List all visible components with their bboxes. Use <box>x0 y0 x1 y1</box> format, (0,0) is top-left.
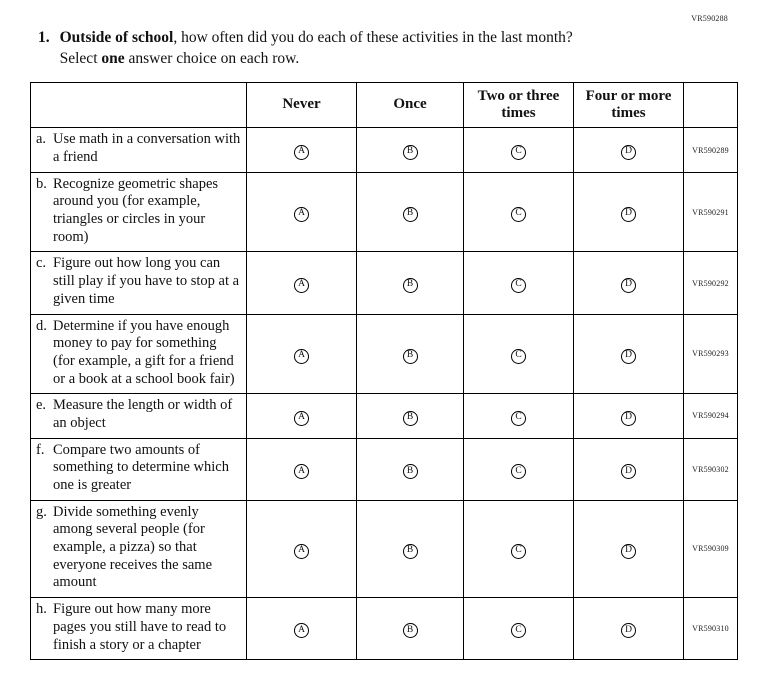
header-row <box>31 82 738 128</box>
cell-two-or-three <box>464 598 574 660</box>
cell-once <box>357 394 464 438</box>
cell-four-or-more <box>574 500 684 597</box>
question-line2-bold: one <box>101 49 125 67</box>
row-code: VR590310 <box>684 598 738 660</box>
header-code-blank <box>684 82 738 128</box>
cell-two-or-three <box>464 172 574 252</box>
cell-four-or-more <box>574 438 684 500</box>
item-cell <box>31 438 247 500</box>
item-cell <box>31 128 247 172</box>
row-letter: a. <box>36 131 47 148</box>
cell-two-or-three <box>464 394 574 438</box>
row-text: Divide something evenly among several people (for example, a pizza) so that everyone receives the same amount <box>53 503 213 591</box>
table-row <box>31 394 738 438</box>
answer-bubble-never[interactable]: A <box>294 349 309 364</box>
activities-table <box>30 82 738 660</box>
cell-once <box>357 500 464 597</box>
item-cell <box>31 252 247 314</box>
answer-bubble-never[interactable]: A <box>294 544 309 559</box>
table-row <box>31 438 738 500</box>
cell-once <box>357 128 464 172</box>
answer-bubble-once[interactable]: B <box>403 349 418 364</box>
answer-bubble-once[interactable]: B <box>403 464 418 479</box>
row-text: Measure the length or width of an object <box>53 397 233 431</box>
cell-never <box>247 314 357 394</box>
answer-bubble-never[interactable]: A <box>294 145 309 160</box>
cell-two-or-three <box>464 500 574 597</box>
answer-bubble-two-or-three[interactable]: C <box>511 278 526 293</box>
header-blank <box>31 82 247 128</box>
row-letter: e. <box>36 397 47 414</box>
answer-bubble-four-or-more[interactable]: D <box>621 464 636 479</box>
answer-bubble-four-or-more[interactable]: D <box>621 544 636 559</box>
cell-once <box>357 438 464 500</box>
question-lead-rest: , how often did you do each of these activities in the last month? <box>173 29 573 46</box>
row-code: VR590293 <box>684 314 738 394</box>
cell-two-or-three <box>464 252 574 314</box>
row-code: VR590291 <box>684 172 738 252</box>
row-letter: h. <box>36 601 47 618</box>
question-text <box>60 28 573 70</box>
answer-bubble-four-or-more[interactable]: D <box>621 349 636 364</box>
cell-four-or-more <box>574 314 684 394</box>
row-text: Compare two amounts of something to determine which one is greater <box>53 441 229 494</box>
row-code: VR590294 <box>684 394 738 438</box>
answer-bubble-two-or-three[interactable]: C <box>511 623 526 638</box>
answer-bubble-never[interactable]: A <box>294 207 309 222</box>
row-text: Recognize geometric shapes around you (for example, triangles or circles in your room) <box>53 175 219 245</box>
answer-bubble-two-or-three[interactable]: C <box>511 207 526 222</box>
answer-bubble-once[interactable]: B <box>403 278 418 293</box>
question-number: 1. <box>38 29 50 46</box>
cell-four-or-more <box>574 252 684 314</box>
cell-four-or-more <box>574 172 684 252</box>
row-code: VR590309 <box>684 500 738 597</box>
cell-four-or-more <box>574 394 684 438</box>
answer-bubble-two-or-three[interactable]: C <box>511 411 526 426</box>
cell-four-or-more <box>574 598 684 660</box>
cell-two-or-three <box>464 438 574 500</box>
column-header-once: Once <box>357 82 464 128</box>
row-letter: b. <box>36 175 47 192</box>
table-row <box>31 314 738 394</box>
cell-once <box>357 172 464 252</box>
question-line2 <box>60 49 573 70</box>
table-row <box>31 252 738 314</box>
question-lead-bold: Outside of school <box>59 29 174 46</box>
answer-bubble-four-or-more[interactable]: D <box>621 411 636 426</box>
cell-two-or-three <box>464 128 574 172</box>
row-text: Use math in a conversation with a friend <box>53 131 241 166</box>
table-row <box>31 500 738 597</box>
table-row <box>31 598 738 660</box>
row-code: VR590292 <box>684 252 738 314</box>
row-text: Figure out how many more pages you still have to read to finish a story or a chapter <box>53 601 227 653</box>
cell-once <box>357 252 464 314</box>
page-code: VR590288 <box>691 14 728 23</box>
answer-bubble-never[interactable]: A <box>294 411 309 426</box>
answer-bubble-four-or-more[interactable]: D <box>621 623 636 638</box>
column-header-never: Never <box>247 82 357 128</box>
answer-bubble-never[interactable]: A <box>294 464 309 479</box>
question-block <box>38 28 736 70</box>
answer-bubble-once[interactable]: B <box>403 207 418 222</box>
cell-once <box>357 314 464 394</box>
answer-bubble-four-or-more[interactable]: D <box>621 207 636 222</box>
item-cell <box>31 172 247 252</box>
row-text: Determine if you have enough money to pay for something (for example, a gift for a friend or a book at a school book fair) <box>53 317 235 387</box>
answer-bubble-two-or-three[interactable]: C <box>511 349 526 364</box>
item-cell <box>31 314 247 394</box>
row-letter: d. <box>36 317 47 334</box>
answer-bubble-four-or-more[interactable]: D <box>621 145 636 160</box>
item-cell <box>31 394 247 438</box>
cell-never <box>247 394 357 438</box>
cell-never <box>247 598 357 660</box>
row-letter: g. <box>36 503 47 520</box>
cell-two-or-three <box>464 314 574 394</box>
answer-bubble-never[interactable]: A <box>294 623 309 638</box>
answer-bubble-once[interactable]: B <box>403 623 418 638</box>
answer-bubble-four-or-more[interactable]: D <box>621 278 636 293</box>
row-code: VR590289 <box>684 128 738 172</box>
answer-bubble-two-or-three[interactable]: C <box>511 145 526 160</box>
question-line1 <box>60 28 573 49</box>
item-cell <box>31 598 247 660</box>
answer-bubble-never[interactable]: A <box>294 278 309 293</box>
question-line2-post: answer choice on each row. <box>124 49 300 67</box>
cell-never <box>247 252 357 314</box>
row-code: VR590302 <box>684 438 738 500</box>
cell-never <box>247 128 357 172</box>
answer-bubble-once[interactable]: B <box>403 411 418 426</box>
row-letter: c. <box>36 255 47 272</box>
item-cell <box>31 500 247 597</box>
table-row <box>31 128 738 172</box>
question-line2-pre: Select <box>59 49 102 67</box>
cell-never <box>247 438 357 500</box>
cell-once <box>357 598 464 660</box>
column-header-two-or-three: Two or three times <box>464 82 574 128</box>
row-letter: f. <box>36 441 45 458</box>
table-row <box>31 172 738 252</box>
cell-never <box>247 500 357 597</box>
cell-never <box>247 172 357 252</box>
answer-bubble-two-or-three[interactable]: C <box>511 544 526 559</box>
answer-bubble-two-or-three[interactable]: C <box>511 464 526 479</box>
answer-bubble-once[interactable]: B <box>403 544 418 559</box>
cell-four-or-more <box>574 128 684 172</box>
column-header-four-or-more: Four or more times <box>574 82 684 128</box>
row-text: Figure out how long you can still play if you have to stop at a given time <box>53 255 240 307</box>
answer-bubble-once[interactable]: B <box>403 145 418 160</box>
